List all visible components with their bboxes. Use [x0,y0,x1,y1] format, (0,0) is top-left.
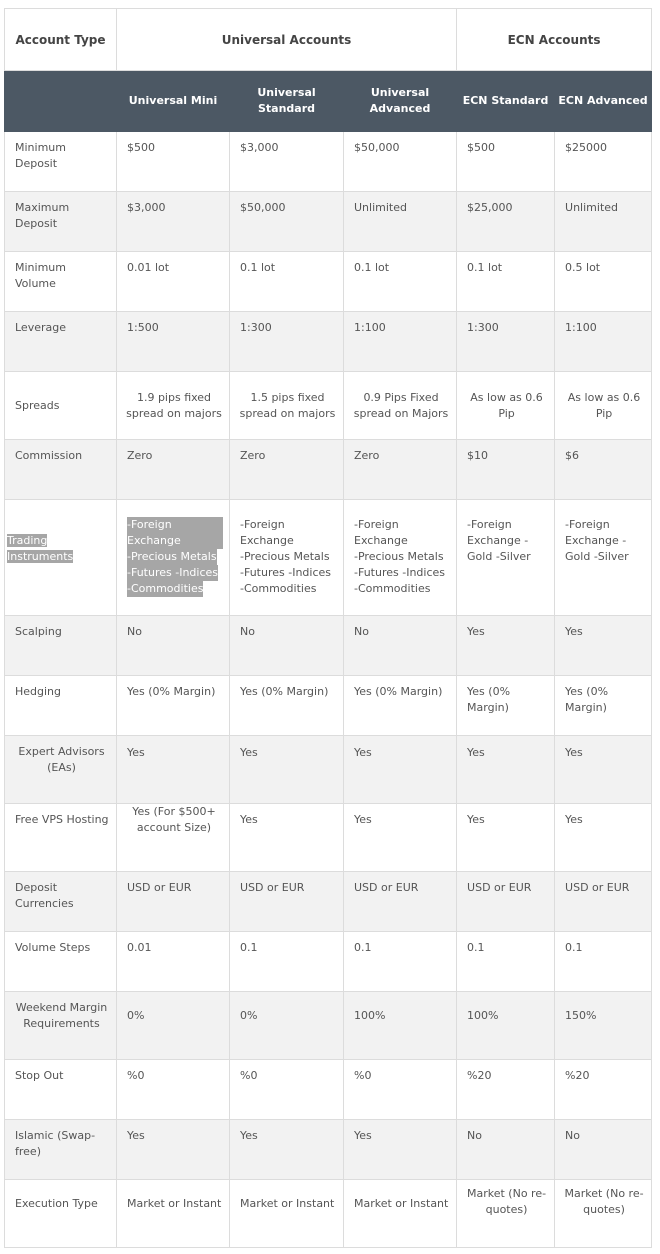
row-label: Leverage [5,312,117,372]
table-cell: Yes [344,736,457,804]
table-cell: 1.5 pips fixed spread on majors [230,372,344,440]
instrument-item: -Commodities [354,582,431,595]
table-row [5,676,652,736]
table-cell: Unlimited [344,192,457,252]
table-row [5,1120,652,1180]
table-row [5,932,652,992]
table-cell: Yes [230,804,344,872]
table-row [5,736,652,804]
row-label: Islamic (Swap-free) [5,1120,117,1180]
table-cell: 1:300 [230,312,344,372]
ecn-accounts-header: ECN Accounts [457,9,652,71]
table-cell: Yes [457,616,555,676]
row-label: Weekend Margin Requirements [5,992,117,1060]
table-cell: 100% [457,992,555,1060]
table-cell: $3,000 [117,192,230,252]
table-cell [230,500,344,616]
table-row [5,992,652,1060]
table-row [5,192,652,252]
table-cell: Yes [117,1120,230,1180]
universal-standard-header: Universal Standard [230,71,344,132]
table-cell: $6 [555,440,652,500]
table-cell: 0.9 Pips Fixed spread on Majors [344,372,457,440]
row-label: Minimum Deposit [5,132,117,192]
table-cell: Unlimited [555,192,652,252]
table-cell: Yes [457,736,555,804]
row-label: Scalping [5,616,117,676]
table-cell: Zero [344,440,457,500]
account-type-header: Account Type [5,9,117,71]
table-cell: 1:100 [555,312,652,372]
table-row [5,1180,652,1248]
table-cell: %0 [344,1060,457,1120]
row-label: Minimum Volume [5,252,117,312]
row-label: Spreads [5,372,117,440]
instrument-item: -Futures -Indices [354,566,445,579]
row-label: Free VPS Hosting [5,804,117,872]
table-cell: Market or Instant [344,1180,457,1248]
table-cell: -Foreign Exchange -Gold -Silver [457,500,555,616]
table-cell: 0% [117,992,230,1060]
table-row [5,872,652,932]
table-cell: Yes [457,804,555,872]
table-cell: $50,000 [344,132,457,192]
table-cell: $500 [117,132,230,192]
table-cell: -Foreign Exchange -Gold -Silver [555,500,652,616]
table-cell: Yes (For $500+ account Size) [117,804,230,872]
table-cell: 0.01 lot [117,252,230,312]
row-label: Expert Advisors (EAs) [5,736,117,804]
row-label: Volume Steps [5,932,117,992]
table-cell: Yes [555,736,652,804]
account-comparison-table [4,8,652,1248]
table-cell: USD or EUR [457,872,555,932]
table-cell: Yes [230,736,344,804]
table-cell: 0.1 lot [230,252,344,312]
table-cell: 1:300 [457,312,555,372]
table-row [5,440,652,500]
instrument-item: -Foreign Exchange [127,517,223,549]
header-blank [5,71,117,132]
table-cell: %0 [117,1060,230,1120]
ecn-advanced-header: ECN Advanced [555,71,652,132]
table-cell: 0.1 [457,932,555,992]
table-cell: %20 [457,1060,555,1120]
table-cell: No [117,616,230,676]
table-cell: 0.5 lot [555,252,652,312]
table-cell: 1:500 [117,312,230,372]
table-cell: USD or EUR [555,872,652,932]
table-cell: $3,000 [230,132,344,192]
universal-accounts-header: Universal Accounts [117,9,457,71]
table-cell: Yes [230,1120,344,1180]
table-row [5,372,652,440]
row-label: Commission [5,440,117,500]
table-cell: %0 [230,1060,344,1120]
table-cell: Yes (0% Margin) [457,676,555,736]
table-cell: Yes [555,804,652,872]
table-cell: No [555,1120,652,1180]
table-cell: 0.1 [344,932,457,992]
table-cell: Zero [117,440,230,500]
table-cell: 1:100 [344,312,457,372]
table-cell: $25,000 [457,192,555,252]
table-cell: 100% [344,992,457,1060]
instrument-item: -Precious Metals [127,550,217,563]
table-cell: Yes (0% Margin) [344,676,457,736]
row-label: Execution Type [5,1180,117,1248]
table-cell: 150% [555,992,652,1060]
table-row [5,252,652,312]
universal-advanced-header: Universal Advanced [344,71,457,132]
table-cell: Yes (0% Margin) [555,676,652,736]
table-cell: 0.1 lot [344,252,457,312]
table-cell: %20 [555,1060,652,1120]
row-label: Deposit Currencies [5,872,117,932]
table-cell: 0% [230,992,344,1060]
table-cell: Market or Instant [117,1180,230,1248]
table-cell: Market (No re-quotes) [457,1180,555,1248]
table-cell: Yes [555,616,652,676]
instrument-item: -Commodities [240,582,317,595]
table-row [5,500,652,616]
table-cell: $500 [457,132,555,192]
instrument-item: -Futures -Indices [240,566,331,579]
table-cell: Yes [117,736,230,804]
instrument-item: -Commodities [127,582,204,595]
table-cell: No [230,616,344,676]
table-cell: Yes (0% Margin) [230,676,344,736]
instrument-item: -Futures -Indices [127,566,218,579]
instrument-item: -Foreign Exchange [240,518,294,547]
row-label: Stop Out [5,1060,117,1120]
table-cell: $50,000 [230,192,344,252]
instrument-item: -Precious Metals [240,550,330,563]
table-cell: USD or EUR [344,872,457,932]
table-cell [344,500,457,616]
table-cell: As low as 0.6 Pip [457,372,555,440]
instrument-item: -Precious Metals [354,550,444,563]
table-cell: 0.1 [555,932,652,992]
row-label [5,500,117,616]
ecn-standard-header: ECN Standard [457,71,555,132]
row-label: Hedging [5,676,117,736]
table-cell: Market or Instant [230,1180,344,1248]
instrument-item: -Foreign Exchange [354,518,408,547]
table-cell: As low as 0.6 Pip [555,372,652,440]
table-cell: Zero [230,440,344,500]
row-label: Maximum Deposit [5,192,117,252]
table-cell: USD or EUR [230,872,344,932]
table-cell [117,500,230,616]
table-cell: 1.9 pips fixed spread on majors [117,372,230,440]
table-row [5,616,652,676]
table-cell: 0.1 lot [457,252,555,312]
table-cell: $25000 [555,132,652,192]
table-cell: Yes [344,804,457,872]
table-cell: 0.01 [117,932,230,992]
table-row [5,1060,652,1120]
universal-mini-header: Universal Mini [117,71,230,132]
table-cell: $10 [457,440,555,500]
table-cell: 0.1 [230,932,344,992]
table-cell: No [457,1120,555,1180]
table-row [5,132,652,192]
table-cell: USD or EUR [117,872,230,932]
trading-instruments-label: Trading Instruments [7,534,74,563]
table-cell: Yes (0% Margin) [117,676,230,736]
table-row [5,804,652,872]
table-cell: Market (No re-quotes) [555,1180,652,1248]
table-cell: No [344,616,457,676]
table-cell: Yes [344,1120,457,1180]
table-row [5,312,652,372]
